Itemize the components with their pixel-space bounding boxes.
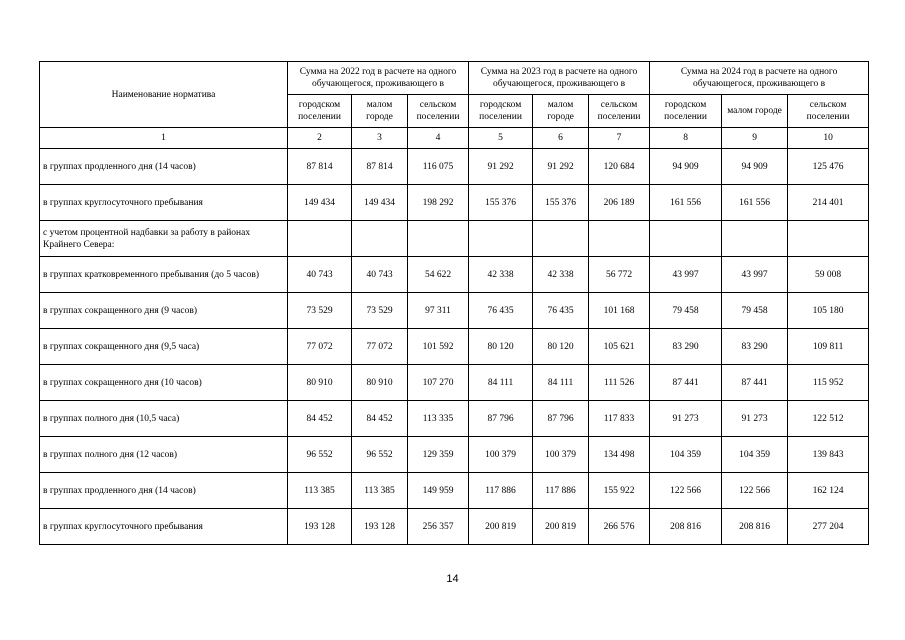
row-value: 149 434 [352, 185, 408, 221]
row-value: 77 072 [288, 329, 352, 365]
row-value: 101 168 [589, 293, 650, 329]
row-value: 101 592 [408, 329, 469, 365]
table-row [40, 473, 869, 509]
row-value: 91 273 [722, 401, 788, 437]
row-value: 43 997 [722, 257, 788, 293]
row-value: 84 452 [288, 401, 352, 437]
row-value: 134 498 [589, 437, 650, 473]
table-row [40, 437, 869, 473]
row-name: в группах кратковременного пребывания (до 5 часов) [40, 257, 288, 293]
table-row [40, 257, 869, 293]
header-group-2022: Сумма на 2022 год в расчете на одного обучающегося, проживающего в [288, 62, 469, 95]
row-value: 96 552 [352, 437, 408, 473]
row-value: 80 120 [533, 329, 589, 365]
header-group-2023: Сумма на 2023 год в расчете на одного обучающегося, проживающего в [469, 62, 650, 95]
row-value [589, 221, 650, 257]
header-subcol: малом городе [533, 95, 589, 128]
column-number: 1 [40, 128, 288, 149]
row-value: 155 922 [589, 473, 650, 509]
row-value: 113 385 [352, 473, 408, 509]
row-value: 277 204 [788, 509, 869, 545]
row-value: 40 743 [352, 257, 408, 293]
row-value [533, 221, 589, 257]
row-name: в группах круглосуточного пребывания [40, 509, 288, 545]
header-subcol: малом городе [722, 95, 788, 128]
row-value [469, 221, 533, 257]
row-value: 100 379 [533, 437, 589, 473]
row-value: 87 796 [469, 401, 533, 437]
row-value: 80 910 [288, 365, 352, 401]
row-value: 100 379 [469, 437, 533, 473]
row-value: 84 452 [352, 401, 408, 437]
row-value: 208 816 [650, 509, 722, 545]
header-subcol: малом городе [352, 95, 408, 128]
row-value: 91 292 [533, 149, 589, 185]
column-number: 5 [469, 128, 533, 149]
page-number: 14 [446, 573, 459, 585]
table-row [40, 365, 869, 401]
row-name: в группах полного дня (12 часов) [40, 437, 288, 473]
row-value: 193 128 [288, 509, 352, 545]
table-body [40, 149, 869, 545]
row-name: в группах полного дня (10,5 часа) [40, 401, 288, 437]
row-value: 54 622 [408, 257, 469, 293]
row-value: 104 359 [650, 437, 722, 473]
column-number: 6 [533, 128, 589, 149]
row-value [650, 221, 722, 257]
row-value: 116 075 [408, 149, 469, 185]
row-value: 139 843 [788, 437, 869, 473]
row-value: 155 376 [533, 185, 589, 221]
row-value: 115 952 [788, 365, 869, 401]
column-number: 3 [352, 128, 408, 149]
row-name: в группах продленного дня (14 часов) [40, 473, 288, 509]
row-value: 193 128 [352, 509, 408, 545]
row-value: 94 909 [722, 149, 788, 185]
row-value: 56 772 [589, 257, 650, 293]
row-value: 256 357 [408, 509, 469, 545]
row-value: 79 458 [650, 293, 722, 329]
header-row-groups [40, 62, 869, 95]
column-number: 2 [288, 128, 352, 149]
row-value: 117 833 [589, 401, 650, 437]
row-value: 122 566 [650, 473, 722, 509]
header-subcol: сельском поселении [788, 95, 869, 128]
row-value: 113 335 [408, 401, 469, 437]
header-subcol: сельском поселении [589, 95, 650, 128]
row-value: 77 072 [352, 329, 408, 365]
row-value: 117 886 [533, 473, 589, 509]
row-value: 84 111 [533, 365, 589, 401]
row-value: 73 529 [288, 293, 352, 329]
row-value: 94 909 [650, 149, 722, 185]
row-value: 87 441 [722, 365, 788, 401]
row-value: 149 959 [408, 473, 469, 509]
row-value: 79 458 [722, 293, 788, 329]
row-value: 42 338 [533, 257, 589, 293]
row-value: 83 290 [722, 329, 788, 365]
row-value: 87 814 [288, 149, 352, 185]
row-value: 80 120 [469, 329, 533, 365]
row-value: 40 743 [288, 257, 352, 293]
row-name: в группах сокращенного дня (10 часов) [40, 365, 288, 401]
row-value: 161 556 [722, 185, 788, 221]
row-value: 122 566 [722, 473, 788, 509]
row-value: 80 910 [352, 365, 408, 401]
row-value: 266 576 [589, 509, 650, 545]
row-value: 43 997 [650, 257, 722, 293]
row-value: 76 435 [533, 293, 589, 329]
row-value: 162 124 [788, 473, 869, 509]
row-value: 208 816 [722, 509, 788, 545]
row-value [352, 221, 408, 257]
row-value: 200 819 [533, 509, 589, 545]
row-name: в группах продленного дня (14 часов) [40, 149, 288, 185]
header-row-numbers [40, 128, 869, 149]
row-value: 107 270 [408, 365, 469, 401]
row-value: 161 556 [650, 185, 722, 221]
row-value: 105 180 [788, 293, 869, 329]
row-name: в группах сокращенного дня (9 часов) [40, 293, 288, 329]
row-value: 42 338 [469, 257, 533, 293]
row-value: 97 311 [408, 293, 469, 329]
column-number: 10 [788, 128, 869, 149]
row-value [288, 221, 352, 257]
row-value: 129 359 [408, 437, 469, 473]
table-row [40, 401, 869, 437]
header-subcol: сельском поселении [408, 95, 469, 128]
row-value [408, 221, 469, 257]
row-value: 117 886 [469, 473, 533, 509]
header-subcol: городском поселении [469, 95, 533, 128]
row-value: 105 621 [589, 329, 650, 365]
header-name-col: Наименование норматива [40, 62, 288, 128]
row-value: 206 189 [589, 185, 650, 221]
row-value [788, 221, 869, 257]
row-value: 200 819 [469, 509, 533, 545]
column-number: 8 [650, 128, 722, 149]
row-value: 91 273 [650, 401, 722, 437]
row-value [722, 221, 788, 257]
row-value: 111 526 [589, 365, 650, 401]
row-value: 214 401 [788, 185, 869, 221]
row-name: с учетом процентной надбавки за работу в районах Крайнего Севера: [40, 221, 288, 257]
header-group-2024: Сумма на 2024 год в расчете на одного обучающегося, проживающего в [650, 62, 869, 95]
column-number: 9 [722, 128, 788, 149]
row-value: 83 290 [650, 329, 722, 365]
header-subcol: городском поселении [288, 95, 352, 128]
row-value: 198 292 [408, 185, 469, 221]
row-value: 91 292 [469, 149, 533, 185]
row-value: 84 111 [469, 365, 533, 401]
row-value: 109 811 [788, 329, 869, 365]
table-row [40, 293, 869, 329]
row-value: 96 552 [288, 437, 352, 473]
table-row [40, 509, 869, 545]
column-number: 4 [408, 128, 469, 149]
row-value: 113 385 [288, 473, 352, 509]
table-row [40, 329, 869, 365]
table-row [40, 185, 869, 221]
row-value: 104 359 [722, 437, 788, 473]
row-value: 73 529 [352, 293, 408, 329]
row-value: 120 684 [589, 149, 650, 185]
header-subcol: городском поселении [650, 95, 722, 128]
document-sheet [39, 61, 868, 545]
row-name: в группах сокращенного дня (9,5 часа) [40, 329, 288, 365]
column-number: 7 [589, 128, 650, 149]
row-value: 149 434 [288, 185, 352, 221]
row-value: 76 435 [469, 293, 533, 329]
row-value: 87 814 [352, 149, 408, 185]
table-row [40, 149, 869, 185]
row-value: 125 476 [788, 149, 869, 185]
row-value: 122 512 [788, 401, 869, 437]
row-name: в группах круглосуточного пребывания [40, 185, 288, 221]
norms-table [39, 61, 869, 545]
row-value: 59 008 [788, 257, 869, 293]
row-value: 87 441 [650, 365, 722, 401]
table-row [40, 221, 869, 257]
row-value: 155 376 [469, 185, 533, 221]
row-value: 87 796 [533, 401, 589, 437]
